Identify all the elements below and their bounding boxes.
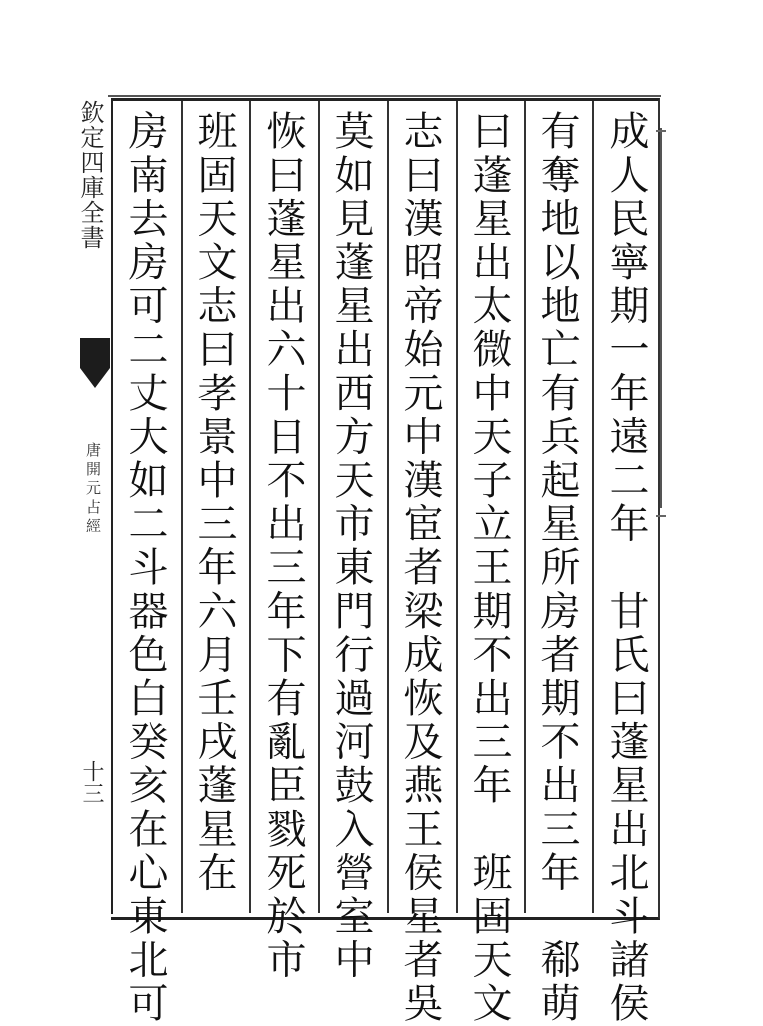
text-column-5: 莫如見蓬星出西方天市東門行過河鼓入營室中	[328, 110, 374, 982]
edge-tick	[656, 130, 666, 132]
column-divider	[592, 101, 594, 913]
column-divider	[524, 101, 526, 913]
text-column-4: 志曰漢昭帝始元中漢宦者梁成恢及燕王侯星者吳	[397, 110, 443, 1026]
column-divider	[387, 101, 389, 913]
top-border-rule	[108, 95, 661, 97]
book-title: 欽定四庫全書	[76, 100, 104, 250]
text-column-3: 曰蓬星出太微中天子立王期不出三年 班固天文	[466, 110, 512, 1026]
right-edge-line	[660, 128, 662, 508]
column-divider	[456, 101, 458, 913]
column-divider	[181, 101, 183, 913]
text-column-6: 恢曰蓬星出六十日不出三年下有亂臣戮死於市	[260, 110, 306, 982]
column-divider	[249, 101, 251, 913]
edge-tick	[656, 515, 666, 517]
column-divider	[318, 101, 320, 913]
text-column-1: 成人民寧期一年遠二年 甘氏曰蓬星出北斗諸侯	[603, 110, 649, 1026]
text-column-8: 房南去房可二丈大如二斗器色白癸亥在心東北可	[122, 110, 168, 1026]
text-column-2: 有奪地以地亡有兵起星所房者期不出三年 郗萌	[534, 110, 580, 1026]
text-column-7: 班固天文志曰孝景中三年六月壬戌蓬星在	[191, 110, 237, 895]
chapter-title: 唐開元占經	[84, 442, 102, 537]
page-number: 十三	[79, 760, 104, 804]
